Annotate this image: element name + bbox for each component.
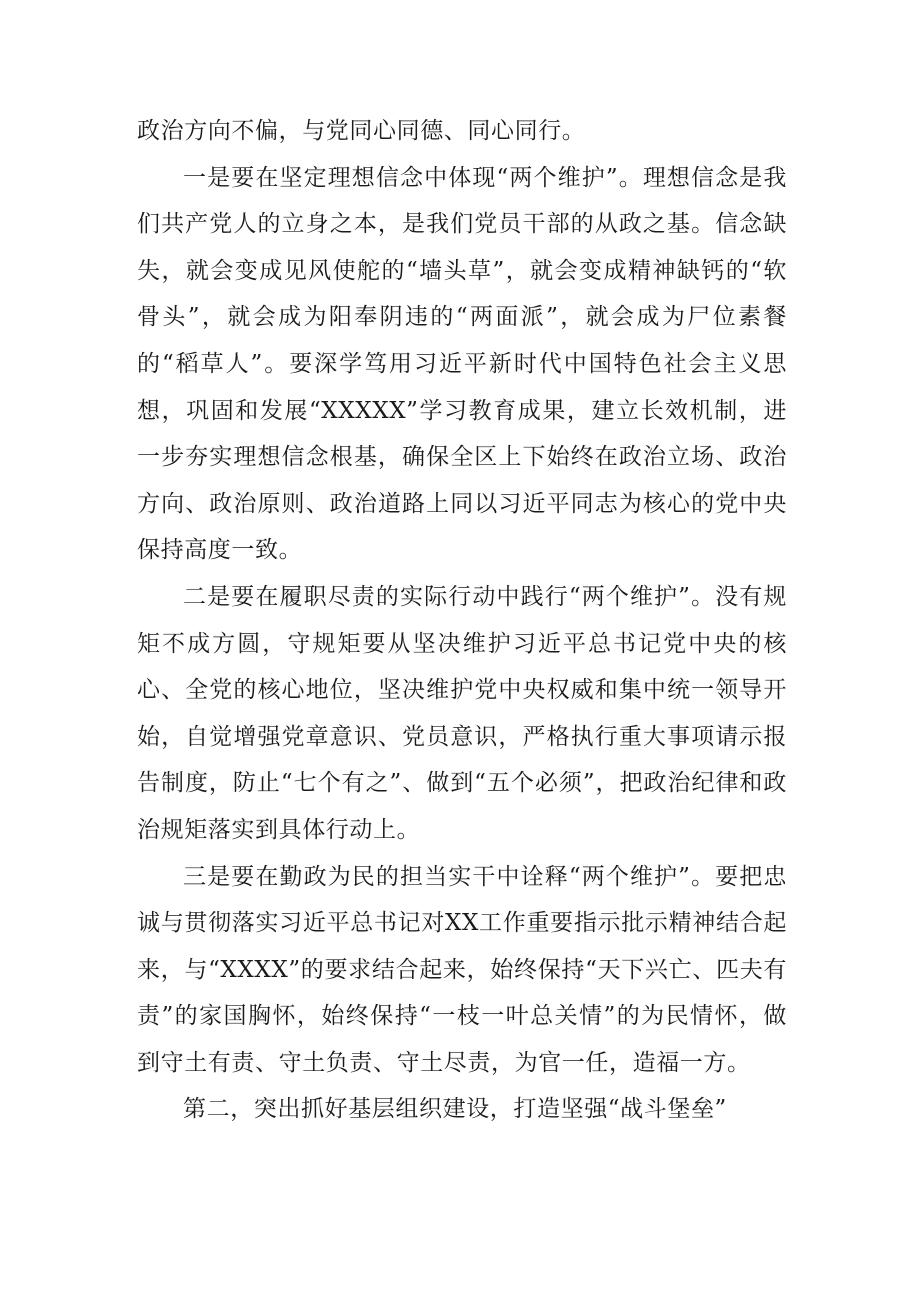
document-body [137, 108, 787, 1133]
paragraph-continuation: 政治方向不偏，与党同心同德、同心同行。 [137, 118, 586, 144]
paragraph-ideals-and-beliefs: 一是要在坚定理想信念中体现“两个维护”。理想信念是我们共产党人的立身之本，是我们党员干部的从政之基。信念缺失，就会变成见风使舵的“墙头草”，就会变成精神缺钙的“软骨头”，就会成为阳奉阴违的“两面派”，就会成为尸位素餐的“稻草人”。要深学笃用习近平新时代中国特色社会主义思想，巩固和发展“XXXXX”学习教育成果，建立长效机制，进一步夯实理想信念根基，确保全区上下始终在政治立场、政治方向、政治原则、政治道路上同以习近平同志为核心的党中央保持高度一致。 [137, 164, 787, 564]
paragraph-fulfilling-duties: 二是要在履职尽责的实际行动中践行“两个维护”。没有规矩不成方圆，守规矩要从坚决维护习近平总书记党中央的核心、全党的核心地位，坚决维护党中央权威和集中统一领导开始，自觉增强党章意识、党员意识，严格执行重大事项请示报告制度，防止“七个有之”、做到“五个必须”，把政治纪律和政治规矩落实到具体行动上。 [137, 583, 787, 843]
section-heading: 第二，突出抓好基层组织建设，打造坚强“战斗堡垒” [183, 1096, 727, 1123]
paragraph-serving-the-people: 三是要在勤政为民的担当实干中诠释“两个维护”。要把忠诚与贯彻落实习近平总书记对XX工作重要指示批示精神结合起来，与“XXXX”的要求结合起来，始终保持“天下兴亡、匹夫有责”的家国胸怀，始终保持“一枝一叶总关情”的为民情怀，做到守土有责、守土负责、守土尽责，为官一任，造福一方。 [137, 863, 787, 1076]
